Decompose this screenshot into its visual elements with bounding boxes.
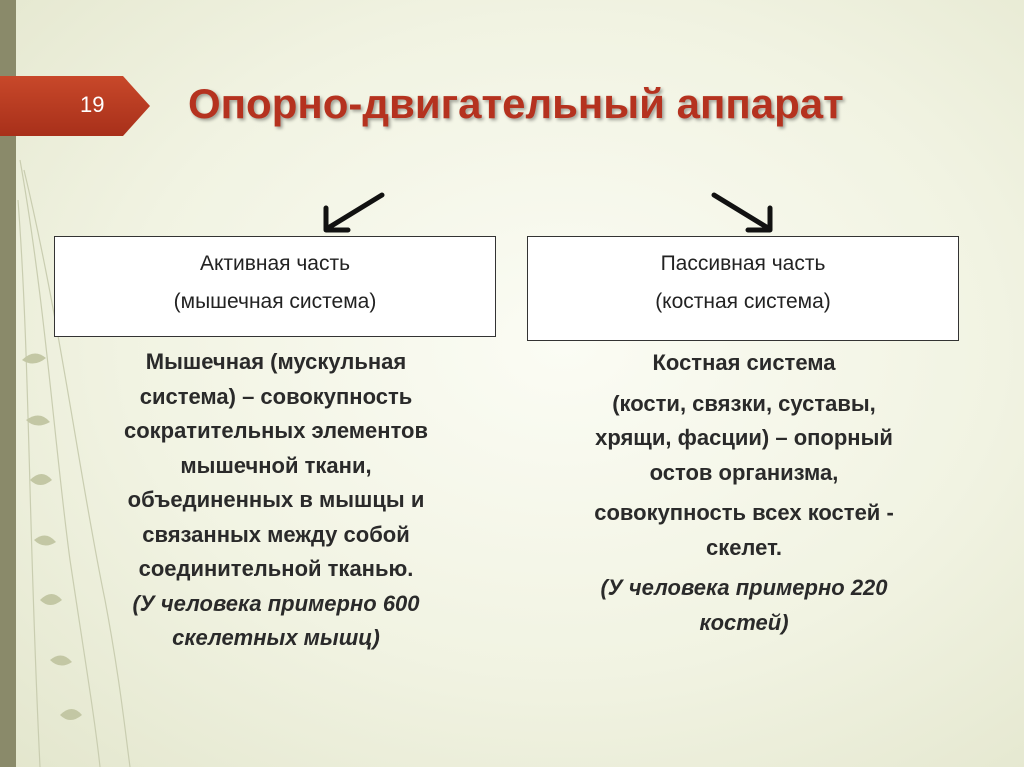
desc-line: связанных между собой (142, 521, 410, 547)
passive-part-title: Пассивная часть (660, 252, 826, 275)
slide-title: Опорно-двигательный аппарат (188, 80, 844, 127)
passive-part-subtitle: (костная система) (655, 290, 831, 313)
desc-line: скелет. (705, 534, 783, 560)
bone-count-note: (У человека примерно 220 (600, 575, 888, 600)
desc-line: система) – совокупность (139, 383, 413, 409)
bone-count-note: костей) (699, 609, 789, 635)
muscle-count-note: скелетных мышц) (172, 625, 380, 650)
skeletal-system-description (520, 346, 968, 640)
desc-line: совокупность всех костей - (594, 500, 894, 525)
desc-line: (кости, связки, суставы, (612, 390, 876, 416)
desc-line: объединенных в мышцы и (127, 487, 425, 512)
slide-number: 19 (80, 92, 105, 117)
arrow-down-right-icon (708, 190, 778, 236)
desc-line: Костная система (652, 350, 836, 375)
arrow-down-left-icon (318, 190, 388, 236)
desc-line: Мышечная (мускульная (145, 349, 407, 374)
active-part-subtitle: (мышечная система) (173, 290, 377, 313)
desc-line: соединительной тканью. (138, 556, 414, 581)
desc-line: хрящи, фасции) – опорный (595, 425, 893, 450)
active-part-title: Активная часть (199, 252, 351, 275)
desc-line: остов организма, (649, 459, 839, 485)
desc-line: мышечной ткани, (180, 452, 372, 478)
muscle-count-note: (У человека примерно 600 (132, 590, 420, 616)
passive-part-box (527, 236, 959, 341)
muscular-system-description (60, 345, 492, 656)
desc-line: сократительных элементов (123, 418, 429, 443)
slide-number-tab (0, 76, 150, 136)
active-part-box (54, 236, 496, 337)
